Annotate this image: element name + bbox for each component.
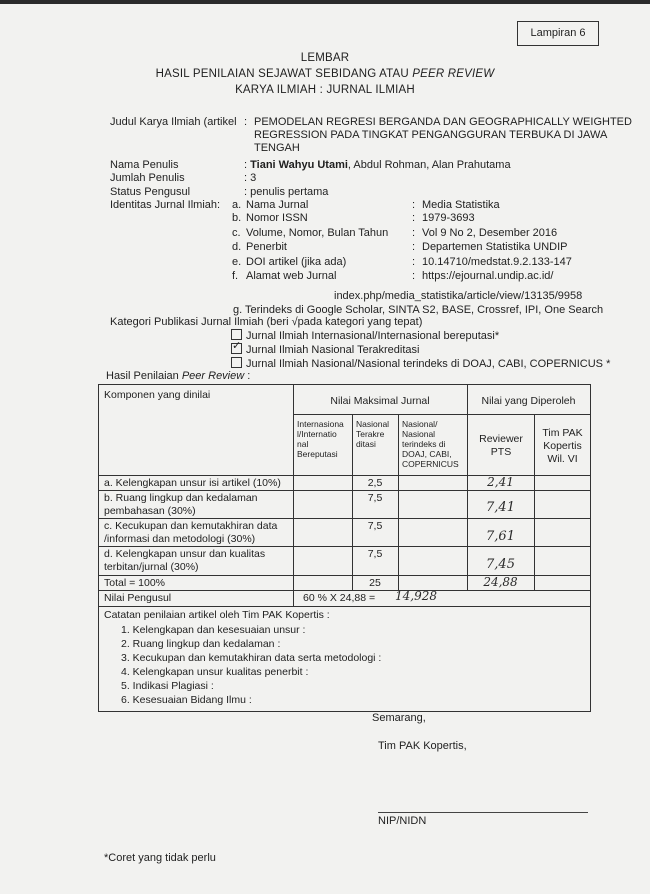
sub-reviewer: Reviewer PTS — [479, 433, 523, 458]
checked-checkbox[interactable] — [231, 343, 242, 354]
total-nilai: 25 — [369, 577, 381, 589]
identitas-item-label: Volume, Nomor, Bulan Tahun — [246, 227, 389, 239]
signature-line — [378, 812, 588, 813]
identitas-item-colon: : — [412, 270, 416, 282]
alamat-web-continued: index.php/media_statistika/article/view/13135/9958 — [334, 290, 583, 302]
identitas-item-label: Alamat web Jurnal — [246, 270, 337, 282]
identitas-item-value: 1979-3693 — [422, 212, 475, 224]
row-c-komponen: c. Kecukupan dan kemutakhiran data /informasi dan metodologi (30%) — [104, 520, 278, 545]
kategori-label-text: Jurnal Ilmiah Nasional Terakreditasi — [246, 344, 420, 356]
pengusul-value: 14,928 — [395, 589, 437, 603]
row-b-reviewer: 7,41 — [486, 500, 515, 515]
identitas-item-colon: : — [412, 199, 416, 211]
identitas-item-key: b. — [232, 212, 242, 224]
catatan-item: 4. Kelengkapan unsur kualitas penerbit : — [121, 666, 309, 678]
identitas-item-key: f. — [232, 270, 239, 282]
pengusul-label: Nilai Pengusul — [104, 592, 172, 604]
identitas-item-colon: : — [412, 241, 416, 253]
identitas-item-key: a. — [232, 199, 242, 211]
nama-value: : Tiani Wahyu Utami, Abdul Rohman, Alan Prahutama — [244, 159, 511, 171]
jumlah-label: Jumlah Penulis — [110, 172, 185, 184]
identitas-item-key: c. — [232, 227, 241, 239]
status-label: Status Pengusul — [110, 186, 191, 198]
identitas-item-value: Media Statistika — [422, 199, 500, 211]
judul-label: Judul Karya Ilmiah (artikel — [110, 116, 237, 128]
identitas-item-label: Nama Jurnal — [246, 199, 309, 211]
kategori-item — [231, 329, 499, 342]
kategori-label-text: Jurnal Ilmiah Nasional/Nasional terindeks di DOAJ, CABI, COPERNICUS * — [246, 358, 611, 370]
row-a-komponen: a. Kelengkapan unsur isi artikel (10%) — [104, 477, 281, 489]
row-b-komponen: b. Ruang lingkup dan kedalaman pembahasan (30%) — [104, 492, 258, 517]
komponen-header: Komponen yang dinilai — [104, 389, 211, 401]
identitas-item-value: https://ejournal.undip.ac.id/ — [422, 270, 554, 282]
header-line-3: KARYA ILMIAH : JURNAL ILMIAH — [235, 84, 415, 96]
row-c-nilai: 7,5 — [367, 520, 383, 532]
hasil-label: Hasil Penilaian Peer Review : — [106, 370, 251, 382]
nilai-maks-header: Nilai Maksimal Jurnal — [330, 395, 430, 407]
catatan-item: 3. Kecukupan dan kemutakhiran data serta metodologi : — [121, 652, 382, 664]
identitas-item-key: e. — [232, 256, 242, 268]
nilai-diperoleh-header: Nilai yang Diperoleh — [481, 395, 576, 407]
identitas-item-label: Nomor ISSN — [246, 212, 308, 224]
catatan-item: 6. Kesesuaian Bidang Ilmu : — [121, 694, 252, 706]
catatan-item: 5. Indikasi Plagiasi : — [121, 680, 214, 692]
sub-nasional: Nasional Terakre ditasi — [356, 419, 390, 449]
judul-colon: : — [244, 116, 248, 128]
kategori-item — [231, 343, 419, 356]
sub-internasional: Internasiona l/Internatio nal Bereputasi — [297, 419, 344, 459]
header-line-1: LEMBAR — [300, 52, 350, 64]
row-d-nilai: 7,5 — [367, 548, 383, 560]
identitas-item-value: 10.14710/medstat.9.2.133-147 — [422, 256, 572, 268]
identitas-item-value: Vol 9 No 2, Desember 2016 — [422, 227, 558, 239]
pengusul-formula: 60 % X 24,88 = — [303, 592, 376, 604]
lampiran-box: Lampiran 6 — [517, 21, 599, 46]
judul-value-2: REGRESSION PADA TINGKAT PENGANGGURAN TERBUKA DI JAWA — [254, 129, 608, 141]
total-label: Total = 100% — [104, 577, 166, 589]
identitas-item-key: d. — [232, 241, 242, 253]
kategori-label: Kategori Publikasi Jurnal Ilmiah (beri √pada kategori yang tepat) — [110, 316, 423, 328]
sub-timpak: Tim PAK Kopertis Wil. VI — [542, 427, 583, 465]
empty-checkbox[interactable] — [231, 357, 242, 368]
judul-value-1: PEMODELAN REGRESI BERGANDA DAN GEOGRAPHICALLY WEIGHTED — [254, 116, 632, 128]
total-reviewer: 24,88 — [483, 575, 518, 589]
judul-value-3: TENGAH — [254, 142, 300, 154]
catatan-item: 1. Kelengkapan dan kesesuaian unsur : — [121, 624, 306, 636]
signature-city: Semarang, — [372, 712, 426, 724]
nama-label: Nama Penulis — [110, 159, 179, 171]
scan-top-edge — [0, 0, 650, 4]
identitas-item-label: Penerbit — [246, 241, 287, 253]
identitas-label: Identitas Jurnal Ilmiah: — [110, 199, 221, 211]
signature-title: Tim PAK Kopertis, — [378, 740, 467, 752]
signature-nip: NIP/NIDN — [378, 815, 427, 827]
kategori-item — [231, 357, 610, 370]
status-value: : penulis pertama — [244, 186, 329, 198]
header-line-2: HASIL PENILAIAN SEJAWAT SEBIDANG ATAU PEER REVIEW — [155, 68, 495, 80]
row-a-nilai: 2,5 — [367, 477, 383, 489]
row-b-nilai: 7,5 — [367, 492, 383, 504]
identitas-item-label: DOI artikel (jika ada) — [246, 256, 347, 268]
identitas-item-value: Departemen Statistika UNDIP — [422, 241, 568, 253]
row-d-reviewer: 7,45 — [486, 557, 515, 572]
row-a-reviewer: 2,41 — [487, 475, 514, 489]
identitas-item-colon: : — [412, 212, 416, 224]
row-c-reviewer: 7,61 — [486, 529, 515, 544]
sub-nasional-terindeks: Nasional/ Nasional terindeks di DOAJ, CABI, COPERNICUS — [402, 419, 459, 469]
catatan-label: Catatan penilaian artikel oleh Tim PAK Kopertis : — [104, 609, 330, 621]
row-d-komponen: d. Kelengkapan unsur dan kualitas terbitan/jurnal (30%) — [104, 548, 266, 573]
jumlah-value: : 3 — [244, 172, 257, 184]
catatan-item: 2. Ruang lingkup dan kedalaman : — [121, 638, 281, 650]
terindeks-line: g. Terindeks di Google Scholar, SINTA S2, BASE, Crossref, IPI, One Search — [233, 304, 604, 316]
footnote: *Coret yang tidak perlu — [104, 852, 216, 864]
penilaian-table — [98, 384, 591, 712]
kategori-label-text: Jurnal Ilmiah Internasional/Internasional bereputasi* — [246, 330, 500, 342]
identitas-item-colon: : — [412, 227, 416, 239]
identitas-item-colon: : — [412, 256, 416, 268]
